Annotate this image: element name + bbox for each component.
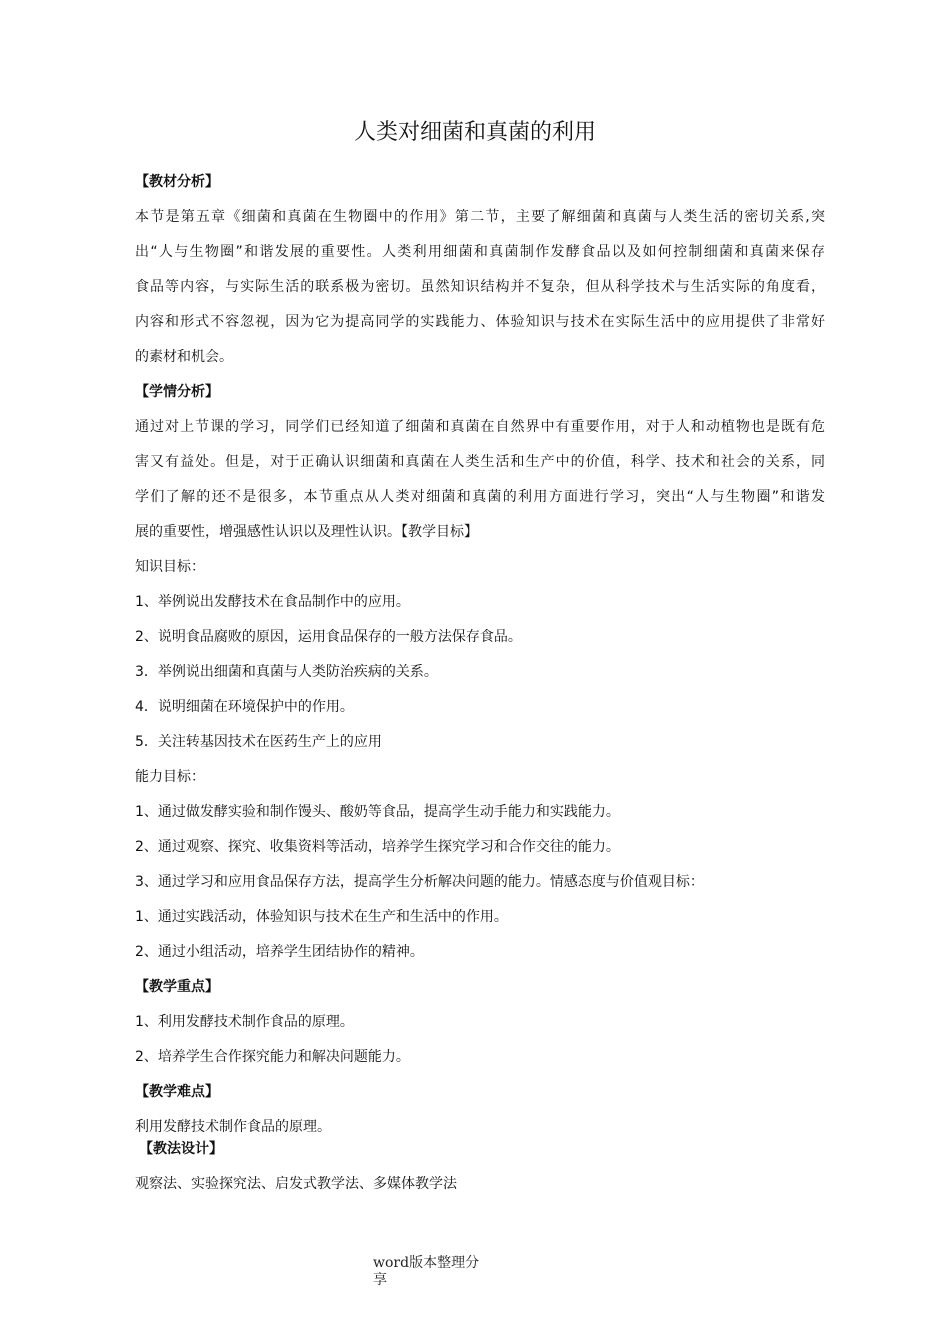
method-design-text: 观察法、实验探究法、启发式教学法、多媒体教学法 — [135, 1176, 457, 1192]
footer-line: 享 — [373, 1272, 387, 1288]
list-item: 5．关注转基因技术在医药生产上的应用 — [135, 734, 382, 750]
key-points-heading: 【教学重点】 — [135, 979, 219, 995]
paragraph-line: 通过对上节课的学习，同学们已经知道了细菌和真菌在自然界中有重要作用，对于人和动植物也是既有危 — [135, 419, 825, 435]
paragraph-line: 害又有益处。但是，对于正确认识细菌和真菌在人类生活和生产中的价值，科学、技术和社会的关系，同 — [135, 454, 825, 470]
paragraph-line: 学们了解的还不是很多，本节重点从人类对细菌和真菌的利用方面进行学习，突出“人与生物圈”和谐发 — [135, 489, 825, 505]
list-item: 1、通过实践活动，体验知识与技术在生产和生活中的作用。 — [135, 909, 508, 925]
method-design-heading: 【教法设计】 — [139, 1141, 223, 1157]
list-item: 2、通过观察、探究、收集资料等活动，培养学生探究学习和合作交往的能力。 — [135, 839, 620, 855]
paragraph-line: 的素材和机会。 — [135, 349, 233, 365]
textbook-analysis-heading: 【教材分析】 — [135, 174, 219, 190]
paragraph-line: 展的重要性，增强感性认识以及理性认识。【教学目标】 — [135, 524, 478, 540]
list-item: 2、通过小组活动，培养学生团结协作的精神。 — [135, 944, 424, 960]
list-item: 1、举例说出发酵技术在食品制作中的应用。 — [135, 594, 410, 610]
list-item: 1、通过做发酵实验和制作馒头、酸奶等食品，提高学生动手能力和实践能力。 — [135, 804, 620, 820]
difficulties-text: 利用发酵技术制作食品的原理。 — [135, 1119, 331, 1135]
paragraph-line: 食品等内容，与实际生活的联系极为密切。虽然知识结构并不复杂，但从科学技术与生活实际的角度看， — [135, 279, 825, 295]
list-item: 3、通过学习和应用食品保存方法，提高学生分析解决问题的能力。情感态度与价值观目标： — [135, 874, 704, 890]
difficulties-heading: 【教学难点】 — [135, 1084, 219, 1100]
list-item: 1、利用发酵技术制作食品的原理。 — [135, 1014, 354, 1030]
knowledge-goals-heading: 知识目标： — [135, 559, 205, 575]
list-item: 3．举例说出细菌和真菌与人类防治疾病的关系。 — [135, 664, 438, 680]
student-analysis-heading: 【学情分析】 — [135, 384, 219, 400]
paragraph-line: 出“人与生物圈”和谐发展的重要性。人类利用细菌和真菌制作发酵食品以及如何控制细菌和真菌来保存 — [135, 244, 825, 260]
footer-line: word版本整理分 — [373, 1255, 480, 1271]
list-item: 2、培养学生合作探究能力和解决问题能力。 — [135, 1049, 410, 1065]
list-item: 4．说明细菌在环境保护中的作用。 — [135, 699, 354, 715]
list-item: 2、说明食品腐败的原因，运用食品保存的一般方法保存食品。 — [135, 629, 522, 645]
paragraph-line: 内容和形式不容忽视，因为它为提高同学的实践能力、体验知识与技术在实际生活中的应用提供了非常好 — [135, 314, 825, 330]
page-footer — [373, 1255, 493, 1289]
document-title: 人类对细菌和真菌的利用 — [353, 120, 596, 145]
ability-goals-heading: 能力目标： — [135, 769, 205, 785]
paragraph-line: 本节是第五章《细菌和真菌在生物圈中的作用》第二节，主要了解细菌和真菌与人类生活的密切关系,突 — [135, 209, 825, 225]
